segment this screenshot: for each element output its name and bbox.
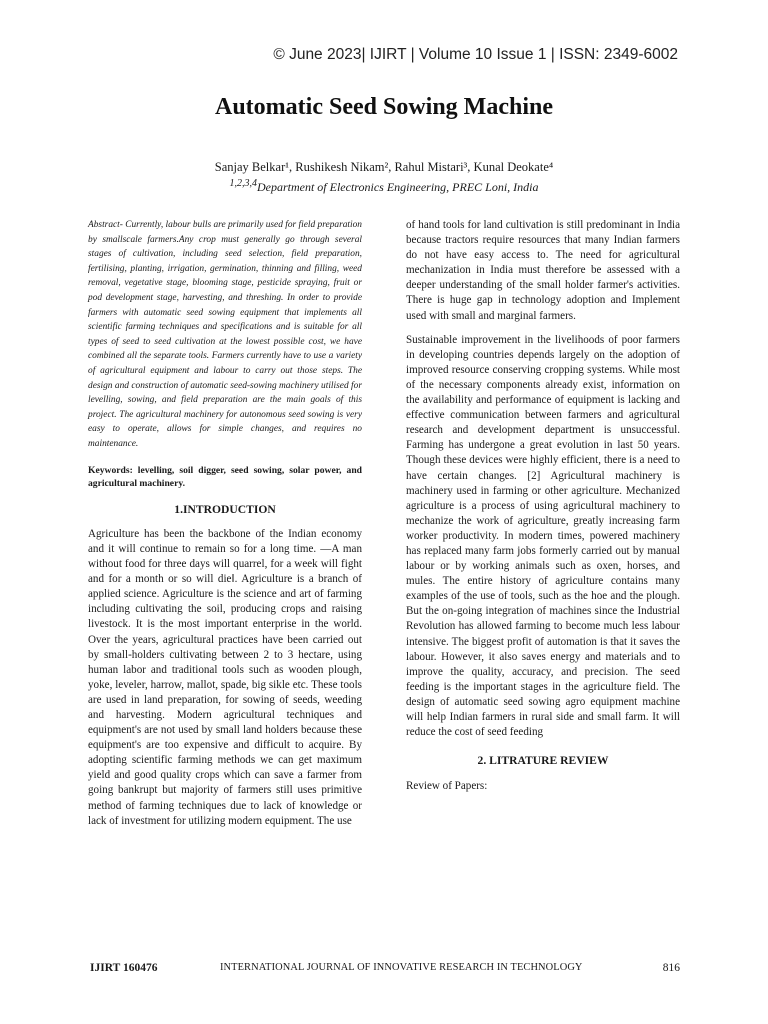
footer-journal-name: INTERNATIONAL JOURNAL OF INNOVATIVE RESEARCH IN TECHNOLOGY (220, 962, 583, 973)
introduction-paragraph: Agriculture has been the backbone of the Indian economy and it will continue to remain so for a long time. —A man without food for three days will quarrel, for a week will fight and for a month or so will dieǁ. Agriculture is a branch of applied science. Agriculture is the science and art of farming including cultivating the soil, producing crops and raising livestock. It is the most important enterprise in the world. Over the years, agricultural practices have been carried out by small-holders cultivating between 2 to 3 hectare, using human labor and traditional tools such as wooden plough, yoke, leveler, harrow, mallot, spade, big sikle etc. These tools are used in land preparation, for sowing of seeds, weeding and harvesting. Modern agricultural techniques and equipment's are not used by small land holders because these equipment's are too expensive and difficult to acquire. By adopting scientific farming methods we can get maximum yield and good quality crops which can save a farmer from going bankrupt but majority of farmers still uses primitive method of farming techniques due to lack of knowledge or lack of investment for utilizing modern equipment. The use (88, 527, 362, 827)
footer-page-number: 816 (662, 962, 680, 974)
abstract: Abstract- Currently, labour bulls are primarily used for field preparation by smallscale farmers.Any crop must generally go through several stages of cultivation, including seed selection, field preparation, fertilising, planting, irrigation, germination, thinning and filling, weed removal, vegetative stage, blooming stage, pesticide spraying, fruit or pod development stage, harvesting, and threshing. In order to provide farmers with automatic seed sowing equipment that implements all scientific farming techniques and specifications and is suitable for all types of seed to seed cultivation at the lowest possible cost, we have combined all the separate tools. Farmers currently have to use a variety of agricultural equipment and labour to carry out those steps. The design and construction of automatic seed-sowing machinery utilised for levelling, sowing, and field preparation are the main goals of this project. The agricultural machinery for autonomous seed sowing is very easy to operate, allows for simple changes, and requires no maintenance. (88, 220, 362, 449)
right-column (406, 218, 680, 795)
literature-review-heading: 2. LITRATURE REVIEW (477, 754, 609, 768)
journal-citation-header: © June 2023| IJIRT | Volume 10 Issue 1 | ISSN: 2349-6002 (273, 46, 678, 63)
body-paragraph-1: of hand tools for land cultivation is still predominant in India because tractors require resources that many Indian farmers do not have easy access to. The need for agricultural mechanization in India must therefore be assessed with a deeper understanding of the small holder farmer's activities. There is huge gap in technology adoption and Implement used with small and marginal farmers. (406, 219, 680, 322)
author-list: Sanjay Belkar¹, Rushikesh Nikam², Rahul Mistari³, Kunal Deokate⁴ (214, 160, 554, 174)
affiliation-text: Department of Electronics Engineering, PREC Loni, India (256, 180, 539, 194)
keywords: Keywords: levelling, soil digger, seed sowing, solar power, and agricultural machinery. (88, 464, 362, 490)
footer-paper-id: IJIRT 160476 (90, 962, 158, 974)
paper-title: Automatic Seed Sowing Machine (215, 94, 553, 120)
affiliation-superscript: 1,2,3,4 (229, 178, 257, 189)
introduction-heading: 1.INTRODUCTION (174, 502, 276, 516)
author-affiliation (0, 178, 768, 195)
left-column (88, 218, 362, 829)
review-of-papers: Review of Papers: (406, 780, 488, 793)
page-footer (90, 962, 680, 978)
body-paragraph-2: Sustainable improvement in the livelihoods of poor farmers in developing countries depends largely on the adoption of improved resource conserving cropping systems. While most of the necessary components already exist, information on the availability and performance of equipment is lacking and effective communication between farmers and agricultural research and development department is unsuccessful. Farming has undergone a great evolution in last 50 years. Though these devices were highly efficient, there is a need to have certain changes. [2] Agricultural machinery is machinery used in farming or other agriculture. Mechanized agriculture is a process of using agricultural machinery to mechanize the work of agriculture, greatly increasing farm worker productivity. In modern times, powered machinery has replaced many farm jobs formerly carried out by manual labour or by working animals such as oxen, horses, and mules. The entire history of agriculture contains many examples of the use of tools, such as the hoe and the plough. But the on-going integration of machines since the Industrial Revolution has allowed farming to become much less labour intensive. The biggest profit of automation is that it saves the labour. However, it also saves energy and materials and to improve the quality, accuracy, and precision. The seed feeding is the important stages in the agriculture field. The design of automatic seed sowing agro equipment machine will help Indian farmers in rural side and small farm. It will reduce the cost of seed feeding (406, 333, 680, 739)
